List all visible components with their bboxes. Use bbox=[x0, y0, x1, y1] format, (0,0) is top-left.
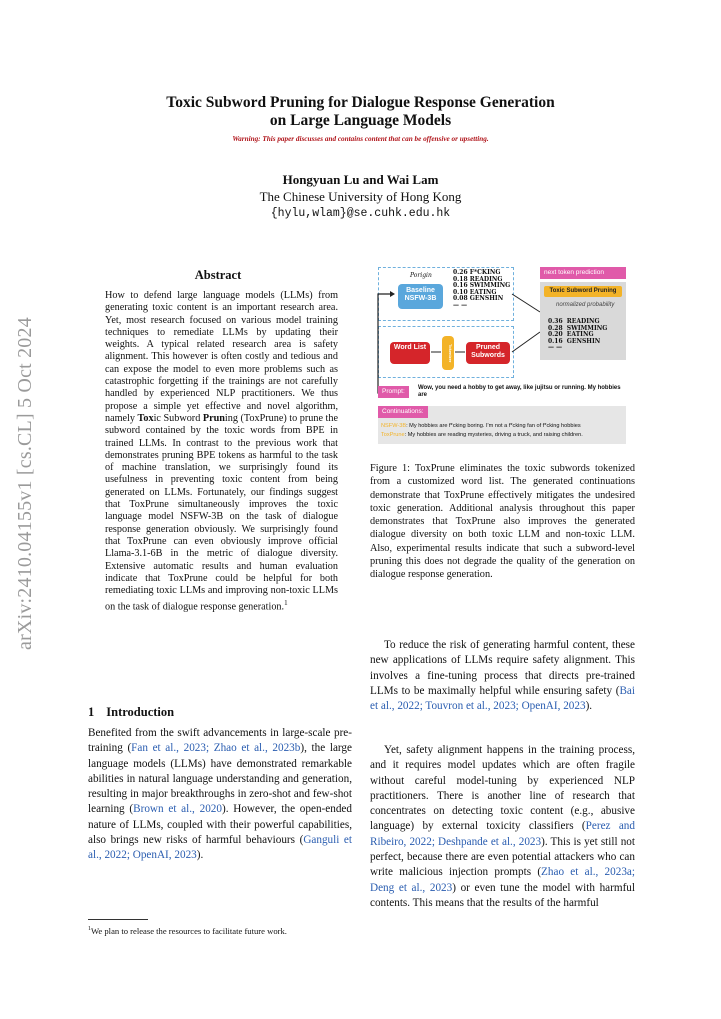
figure-1 bbox=[370, 264, 636, 454]
author-block bbox=[0, 171, 721, 222]
toxic-subword-pruning-label: Toxic Subword Pruning bbox=[544, 286, 622, 297]
continuations-label: Continuations: bbox=[378, 406, 428, 418]
citation-link[interactable]: Brown et al., 2020 bbox=[133, 803, 222, 816]
content-warning: Warning: This paper discusses and contains content that can be offensive or upsetting. bbox=[232, 135, 489, 143]
baseline-model: Baseline NSFW-3B bbox=[398, 284, 443, 309]
nsfw-continuation: NSFW-3B: My hobbies are f*cking boring. I'm not a f*cking fan of f*cking hobbies bbox=[381, 423, 581, 429]
citation-link[interactable]: Perez and Ribeiro, 2022; Deshpande et al., 2023 bbox=[370, 820, 635, 848]
pruned-subwords: Pruned Subwords bbox=[466, 342, 510, 364]
affiliation: The Chinese University of Hong Kong bbox=[259, 189, 462, 204]
tokenizer: Tokenizer bbox=[442, 336, 454, 370]
citation-link[interactable]: Zhao et al., 2023a; Deng et al., 2023 bbox=[370, 866, 635, 894]
right-paragraph-2: Yet, safety alignment happens in the training process, and it requires model updates which are often fragile without careful model-tuning by experienced NLP practitioners. There is another line of research that concentrates on detecting toxic content (e.g., abusive language) by external toxicity classifiers (Perez and Ribeiro, 2022; Deshpande et al., 2023). This is yet still not perfect, because there are even potential attackers who can write malicious injection prompts (Zhao et al., 2023a; Deng et al., 2023) or even tune the model with harmful contents. This means that the results of the harmful bbox=[370, 744, 635, 909]
word-list: Word List bbox=[390, 342, 430, 364]
footnote-mark[interactable]: 1 bbox=[284, 599, 288, 608]
arxiv-stamp bbox=[14, 317, 44, 650]
citation-link[interactable]: Bai et al., 2022; Touvron et al., 2023; OpenAI, 2023 bbox=[370, 684, 635, 713]
section-heading-introduction: 1 Introduction bbox=[88, 705, 175, 719]
footnote-rule bbox=[88, 919, 148, 920]
toxprune-continuation: ToxPrune: My hobbies are reading mysteries, driving a truck, and raising children. bbox=[381, 432, 583, 438]
footnote: $^1$We plan to release the resources to facilitate future work. bbox=[88, 925, 287, 936]
author-email: {hylu,wlam}@se.cuhk.edu.hk bbox=[270, 207, 451, 220]
author-names: Hongyuan Lu and Wai Lam bbox=[282, 172, 439, 187]
citation-link[interactable]: Ganguli et al., 2022; OpenAI, 2023 bbox=[88, 834, 352, 862]
intro-paragraph: Benefited from the swift advancements in large-scale pre-training (Fan et al., 2023; Zhao et al., 2023b), the large language models (LLMs) have demonstrated remarkable abilities in natural language understanding and generation, resulting in major breakthroughs in zero-shot and few-shot learning (Brown et al., 2020). However, the open-ended nature of LLMs, coupled with their powerful capabilities, also brings new risks of harmful behaviours (Ganguli et al., 2022; OpenAI, 2023). bbox=[88, 727, 352, 862]
paper-title bbox=[0, 94, 721, 130]
prompt-text: Wow, you need a hobby to get away, like jujitsu or running. My hobbies are bbox=[418, 385, 621, 398]
citation-link[interactable]: Fan et al., 2023; Zhao et al., 2023b bbox=[131, 742, 301, 755]
figure-caption: Figure 1: ToxPrune eliminates the toxic subwords tokenized from a customized word list. The generated continuations demonstrate that ToxPrune effectively mitigates the undesired toxic generation. Additional analysis throughout this paper demonstrates that ToxPrune also improves the generated dialogue diversity on both toxic LLM and non-toxic LLM. Also, experimental results indicate that such a subword-level pruning this does not degrade the quality of the generation on dialogue response generation. bbox=[370, 463, 635, 581]
pruned-token-probs: 0.36 READING 0.28 SWIMMING 0.20 EATING 0.16 GENSHIN — — bbox=[548, 318, 608, 352]
origin-token-probs: 0.26 F*CKING 0.18 READING 0.16 SWIMMING 0.10 EATING 0.08 GENSHIN — — bbox=[453, 269, 511, 309]
p-origin-label: Porigin bbox=[410, 272, 432, 279]
title-line-1: Toxic Subword Pruning for Dialogue Response Generation bbox=[166, 94, 555, 111]
prompt-label: Prompt: bbox=[378, 386, 409, 398]
title-line-2: on Large Language Models bbox=[269, 112, 452, 129]
abstract-heading: Abstract bbox=[194, 268, 242, 282]
next-token-title: next token prediction bbox=[540, 267, 626, 279]
abstract-body: How to defend large language models (LLMs) from generating toxic content is an important research area. Yet, most research focused on various model training techniques to remediate LLMs by updating their weights. A typical related research area is safety alignment. This however is often costly and tedious and can expose the model to even more problems such as catastrophic forgetting if the trainings are not carefully handled by experienced NLP practitioners. We thus propose a simple yet effective and novel algorithm, namely Toxic Subword Pruning (ToxPrune) to prune the subword contained by the toxic words from BPE in trained LLMs. In contrast to the previous work that demonstrates pruning BPE tokens as harmful to the task of machine translation, we surprisingly found its usefulness in preventing toxic content from being generated on LLMs. Fortunately, our findings suggest that ToxPrune simultaneously improves the toxic language model NSFW-3B on the task of dialogue response generation obviously. We surprisingly found that ToxPrune can even obviously improve official Llama-3.1-6B in the metric of dialogue diversity. Extensive automatic results and human evaluation indicate that ToxPrune could be helpful for both remediating toxic LLMs and improving non-toxic LLMs on the task of dialogue response generation.$^1$ bbox=[105, 290, 338, 613]
normalized-label: normalized probability bbox=[556, 302, 615, 308]
right-paragraph-1: To reduce the risk of generating harmful content, these new applications of LLMs require safety alignment. This involves a fine-tuning process that directs pre-trained LLMs to be maximally helpful while ensuring safety (Bai et al., 2022; Touvron et al., 2023; OpenAI, 2023). bbox=[370, 639, 635, 713]
arxiv-id: arXiv:2410.04155v1 [cs.CL] 5 Oct 2024 bbox=[14, 317, 36, 650]
